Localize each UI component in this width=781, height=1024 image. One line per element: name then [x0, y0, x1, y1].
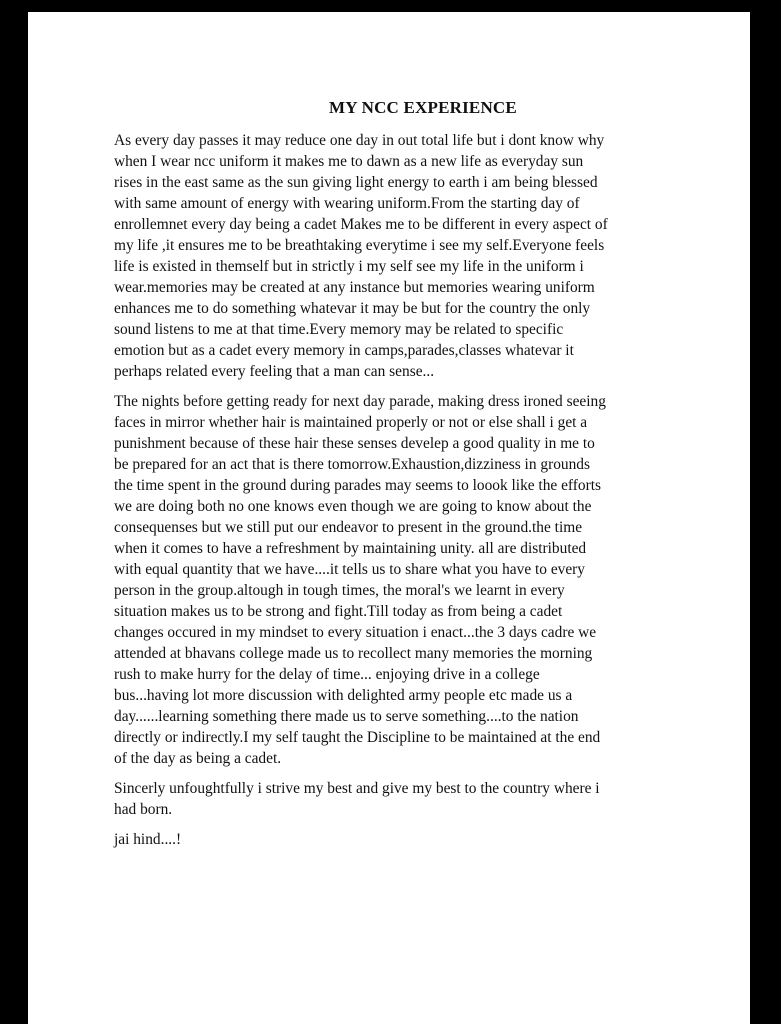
paragraph-2: The nights before getting ready for next day parade, making dress ironed seeing faces in mirror whether hair is maintained properly or not or else shall i get a punishment because of these hair these senses develep a good quality in me to be prepared for an act that is there tomorrow.Exhaustion,dizziness in grounds the time spent in the ground during parades may seems to loook like the efforts we are doing both no one knows even though we are going to know about the consequenses but we still put our endeavor to present in the ground.the time when it comes to have a refreshment by maintaining unity. all are distributed with equal quantity that we have....it tells us to share what you have to every person in the group.altough in tough times, the moral's we learnt in every situation makes us to be strong and fight.Till today as from being a cadet changes occured in my mindset to every situation i enact...the 3 days cadre we attended at bhavans college made us to recollect many memories the morning rush to make hurry for the delay of time... enjoying drive in a college bus...having lot more discussion with delighted army people etc made us a day......learning something there made us to serve something....to the nation directly or indirectly.I my self taught the Discipline to be maintained at the end of the day as being a cadet. — [114, 393, 606, 767]
document-title: MY NCC EXPERIENCE — [329, 98, 517, 117]
paragraph-1: As every day passes it may reduce one day in out total life but i dont know why when I wear ncc uniform it makes me to dawn as a new life as everyday sun rises in the east same as the sun giving light energy to earth i am being blessed with same amount of energy with wearing uniform.From the starting day of enrollemnet every day being a cadet Makes me to be different in every aspect of my life ,it ensures me to be breathtaking everytime i see my self.Everyone feels life is existed in themself but in strictly i my self see my life in the uniform i wear.memories may be created at any instance but memories wearing uniform enhances me to do something whatevar it may be but for the country the only sound listens to me at that time.Every memory may be related to specific emotion but as a cadet every memory in camps,parades,classes whatevar it perhaps related every feeling that a man can sense... — [114, 132, 608, 380]
document-body — [114, 130, 674, 859]
paragraph-3: Sincerly unfoughtfully i strive my best and give my best to the country where i had born. — [114, 780, 600, 818]
document-page — [28, 12, 750, 1024]
paragraph-4: jai hind....! — [114, 831, 182, 848]
